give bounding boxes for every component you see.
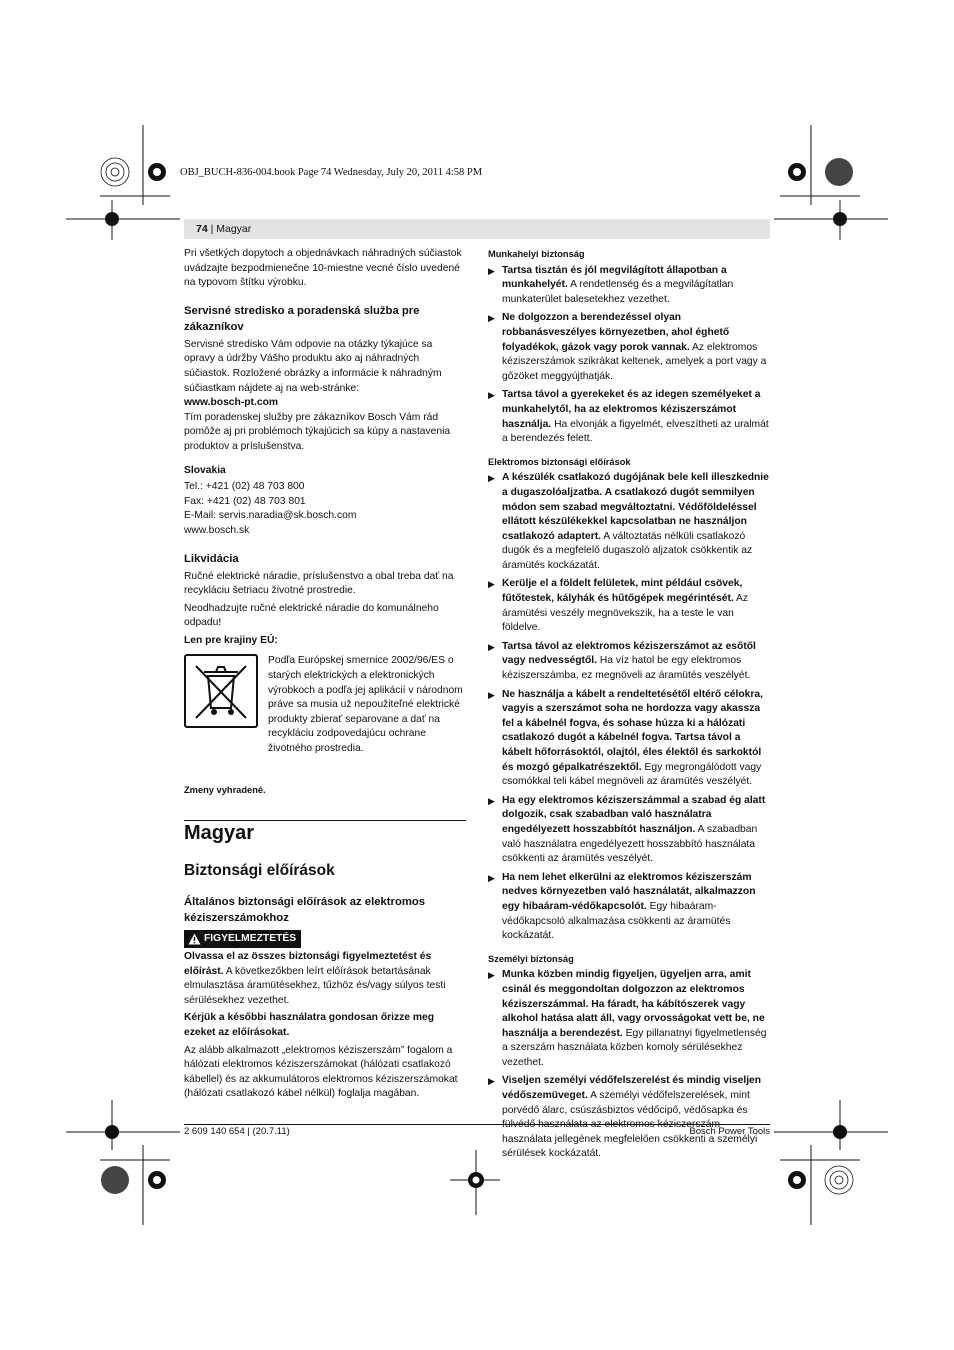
service-text: Servisné stredisko Vám odpovie na otázky týkajúce sa opravy a údržby Vášho produktu ako aj náhradných súčiastok. Rozložené obrázky a informácie k náhradným súčiastkam nájdete aj na web-stránke: [184, 338, 442, 394]
electrical-item-3-rest: Ha víz hatol be egy elektromos kéziszerszámba, ez megnöveli az áramütés veszélyét. [502, 655, 751, 682]
bullet-arrow-icon: ▶ [488, 1076, 495, 1087]
workplace-item-3-rest: Ha elvonják a figyelmét, elveszítheti az uralmát a berendezés felett. [502, 418, 769, 445]
warning-triangle-icon [188, 933, 201, 945]
electrical-item-2-rest: Az áramütési veszély megnövekszik, ha a teste le van földelve. [502, 593, 749, 634]
electrical-item-5 [488, 794, 770, 867]
electrical-item-6-bold: Ha nem lehet elkerülni az elektromos kéziszerszám nedves környezetben való használatát, alkalmazzon egy hibaáram-védőkapcsolót. [502, 871, 756, 912]
bullet-arrow-icon: ▶ [488, 872, 495, 883]
general-safety-section [184, 894, 466, 1105]
workplace-heading: Munkahelyi biztonság [488, 249, 585, 259]
page-header [184, 219, 770, 239]
electrical-item-5-bold: Ha egy elektromos kéziszerszámmal a szabad ég alatt dolgozik, csak szabadban való használatra engedélyezett hosszabbítót használjon. [502, 794, 766, 835]
changes-reserved: Zmeny vyhradené. [184, 784, 266, 795]
keep-instructions [184, 1011, 466, 1040]
personal-safety-heading: Személyi biztonság [488, 953, 574, 964]
bosch-pt-link[interactable] [184, 396, 466, 411]
language-title: Magyar [184, 822, 255, 844]
website: www.bosch.sk [184, 524, 250, 536]
workplace-item-2-bold: Ne dolgozzon a berendezéssel olyan robbanásveszélyes környezetben, ahol éghető folyadékok, gázok vagy porok vannak. [502, 312, 730, 353]
bullet-arrow-icon: ▶ [488, 473, 495, 484]
safety-heading: Biztonsági előírások [184, 862, 335, 879]
workplace-item-3-bold: Tartsa távol a gyerekeket és az idegen személyeket a munkahelytől, ha az elektromos kéziszerszámot használja. [502, 389, 761, 430]
left-column [184, 247, 466, 803]
electrical-item-2 [488, 577, 770, 635]
electrical-item-1 [488, 471, 770, 573]
bullet-arrow-icon: ▶ [488, 970, 495, 981]
warning-badge [184, 930, 301, 948]
header-section: Magyar [216, 223, 252, 235]
electrical-item-5-rest: A szabadban való használatra engedélyezett hosszabbító használata csökkenti az áramütés veszélyét. [502, 823, 758, 865]
personal-item-1-rest: Egy pillanatnyi figyelmetlenség a szerszám használata közben komoly sérülésekhez vezethet. [502, 1027, 767, 1068]
bullet-arrow-icon: ▶ [488, 689, 495, 700]
electrical-item-6-rest: Egy hibaáram-védőkapcsoló alkalmazása csökkenti az áramütés kockázatát. [502, 900, 731, 942]
print-slug: OBJ_BUCH-836-004.book Page 74 Wednesday, July 20, 2011 4:58 PM [180, 167, 483, 178]
electrical-item-4-rest: Egy megrongálódott vagy csomókkal teli kábel megnöveli az áramütés veszélyét. [502, 761, 762, 788]
workplace-item-1-bold: Tartsa tisztán és jól megvilágított állapotban a munkahelyét. [502, 264, 727, 291]
disposal-heading: Likvidácia [184, 552, 239, 565]
page-number: 74 [196, 223, 208, 235]
electrical-item-4-bold: Ne használja a kábelt a rendeltetésétől eltérő célokra, vagyis a szerszámot soha ne hordozza vagy akassza fel a kábelnél fogva, és sohase húzza ki a hálózati csatlakozó dugót a kábelnél fogva. Tartsa távol a kábelt hőforrásoktól, olajtól, éles élektől és sarkoktól és mozgó gépalkatrészektől. [502, 688, 763, 773]
disposal-text-2: Neodhadzujte ručné elektrické náradie do komunálneho odpadu! [184, 602, 439, 629]
footer-brand: Bosch Power Tools [689, 1126, 770, 1137]
bosch-pt-link-text: www.bosch-pt.com [184, 397, 279, 409]
personal-item-1 [488, 968, 770, 1070]
header-separator: | [207, 223, 217, 235]
fax: Fax: +421 (02) 48 703 801 [184, 495, 306, 507]
electrical-item-1-bold: A készülék csatlakozó dugójának bele kell illeszkednie a dugaszolóaljzatba. A csatlakozó dugót semmilyen módon sem szabad megváltoztatni. Védőföldeléssel ellátott készülékekkel kapcsolatban ne használjon csatlakozó adaptert. [502, 472, 769, 542]
footer-doc-number: 2 609 140 654 | (20.7.11) [184, 1126, 290, 1137]
crossed-bin-icon [184, 654, 258, 728]
bullet-arrow-icon: ▶ [488, 641, 495, 652]
phone: Tel.: +421 (02) 48 703 800 [184, 481, 305, 493]
warning-text-rest: A következőkben leírt előírások betartásának elmulasztása áramütésekhez, tűzhöz és/vagy súlyos testi sérülésekhez vezethet. [184, 965, 446, 1006]
slovakia-heading: Slovakia [184, 464, 226, 476]
bullet-arrow-icon: ▶ [488, 795, 495, 806]
warning-text-bold: Olvassa el az összes biztonsági figyelmeztetést és előírást. [184, 951, 432, 977]
bullet-arrow-icon: ▶ [488, 265, 495, 276]
service-text-2: Tím poradenskej služby pre zákazníkov Bosch Vám rád pomôže aj pri problémoch týkajúcich sa kúpy a nastavenia produktov a príslušenstva. [184, 411, 451, 452]
bullet-arrow-icon: ▶ [488, 579, 495, 590]
workplace-item-1 [488, 264, 770, 308]
section-divider [184, 820, 466, 821]
definition-text: Az alább alkalmazott „elektromos kéziszerszám” fogalom a hálózati elektromos kéziszerszámokat (hálózati csatlakozó kábellel) és az akkumulátoros elektromos kéziszerszámokat (hálózati csatlakozó kábel nélkül) foglalja magában. [184, 1044, 458, 1100]
general-safety-heading: Általános biztonsági előírások az elektromos kéziszerszámokhoz [184, 896, 426, 924]
eu-directive-text: Podľa Európskej smernice 2002/96/ES o starých elektrických a elektronických výrobkoch a podľa jej aplikácií v národnom práve sa musia už nepoužiteľné elektrické produkty zbierať separovane a dať na recykláciu zodpovedajúcu ochrane životného prostredia. [268, 655, 463, 755]
service-heading: Servisné stredisko a poradenská služba pre zákazníkov [184, 304, 420, 333]
warning-text [184, 950, 466, 1008]
warning-badge-label: FIGYELMEZTETÉS [204, 933, 297, 944]
electrical-item-2-bold: Kerülje el a földelt felületek, mint például csövek, fűtőtestek, kályhák és hűtőgépek megérintését. [502, 578, 743, 605]
workplace-item-2 [488, 311, 770, 384]
weee-block [184, 654, 466, 756]
page-header-text [196, 223, 251, 235]
workplace-item-1-rest: A rendetlenség és a megvilágítatlan munkaterület balesetekhez vezethet. [502, 279, 734, 305]
electrical-item-4 [488, 688, 770, 790]
eu-heading: Len pre krajiny EÚ: [184, 634, 278, 646]
warning-row [184, 930, 466, 948]
bullet-arrow-icon: ▶ [488, 390, 495, 401]
workplace-item-3 [488, 388, 770, 446]
personal-item-1-bold: Munka közben mindig figyeljen, ügyeljen arra, amit csinál és meggondoltan dolgozzon az elektromos kéziszerszámmal. Ha fáradt, ha kábítószerek vagy alkohol hatása alatt áll, vagy orvosságokat vett be, ne használja a berendezést. [502, 969, 765, 1039]
footer-divider [184, 1124, 770, 1125]
spare-parts-text: Pri všetkých dopytoch a objednávkach náhradných súčiastok uvádzajte bezpodmienečne 10-miestne vecné číslo uvedené na typovom štítku výrobku. [184, 248, 462, 289]
electrical-item-6 [488, 871, 770, 944]
right-column [488, 247, 770, 1166]
electrical-item-3 [488, 640, 770, 684]
personal-item-2-rest: A személyi védőfelszerelések, mint porvédő álarc, csúszásbiztos védőcipő, védősapka és használata jellegének megfelelően csökkenti a személyi sérülések kockázatát. [502, 1090, 758, 1160]
electrical-heading: Elektromos biztonsági előírások [488, 456, 631, 467]
personal-item-2-bold: Viseljen személyi védőfelszerelést és mindig viseljen védőszemüveget. [502, 1075, 762, 1102]
keep-instructions-bold: Kérjük a későbbi használatra gondosan őrizze meg ezeket az előírásokat. [184, 1012, 435, 1038]
electrical-item-3-bold: Tartsa távol az elektromos kéziszerszámot az esőtől vagy nedvességtől. [502, 640, 756, 667]
electrical-item-1-rest: A változtatás nélküli csatlakozó dugók és a megfelelő dugaszoló aljzatok csökkentik az áramütés kockázatát. [502, 530, 753, 571]
workplace-item-2-rest: Az elektromos kéziszerszámok szikrákat keltenek, amelyek a port vagy a gőzöket meggyújthatják. [502, 341, 767, 382]
personal-item-2 [488, 1074, 770, 1162]
disposal-text-1: Ručné elektrické náradie, príslušenstvo a obal treba dať na recykláciu šetriacu životné prostredie. [184, 570, 454, 597]
bullet-arrow-icon: ▶ [488, 313, 495, 324]
email: E-Mail: servis.naradia@sk.bosch.com [184, 510, 357, 522]
